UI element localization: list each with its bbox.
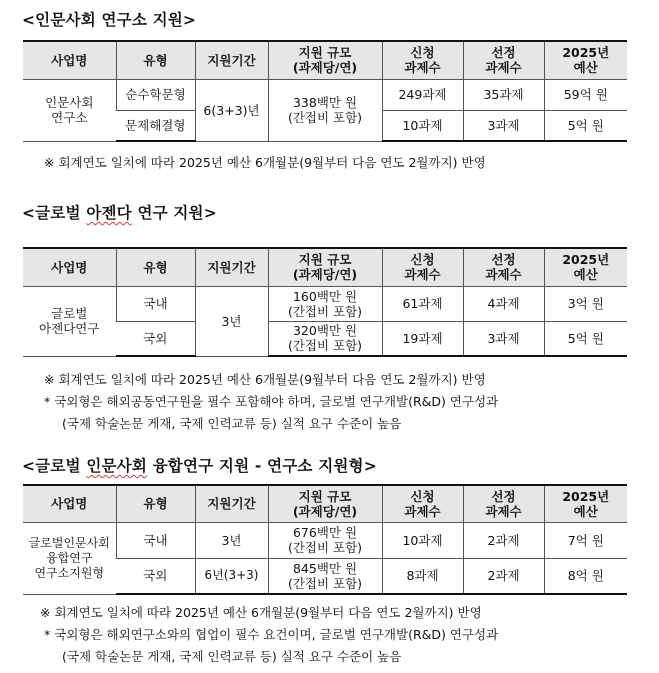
section2-star-line2: (국제 학술논문 게재, 국제 인력교류 등) 실적 요구 수준이 높음	[62, 416, 402, 431]
applied-cell: 61과제	[382, 286, 463, 321]
budget-cell: 8억 원	[544, 558, 627, 594]
budget-cell: 59억 원	[544, 79, 627, 110]
section1-title: <인문사회 연구소 지원>	[22, 11, 197, 29]
header-type: 유형	[116, 248, 195, 286]
type-cell: 국외	[116, 321, 195, 356]
header-program: 사업명	[23, 41, 116, 79]
header-type: 유형	[116, 41, 195, 79]
section2-title-prefix: <글로벌	[22, 204, 87, 222]
header-selected: 선정 과제수	[463, 248, 544, 286]
type-cell: 순수학문형	[116, 79, 195, 110]
header-budget: 2025년 예산	[544, 248, 627, 286]
section3-title	[22, 454, 377, 476]
section3-title-underlined: 인문사회	[86, 457, 148, 475]
scale-cell: 845백만 원 (간접비 포함)	[268, 558, 382, 594]
program-name: 글로벌인문사회 융합연구 연구소지원형	[23, 522, 116, 594]
header-budget: 2025년 예산	[544, 41, 627, 79]
selected-cell: 3과제	[463, 110, 544, 141]
type-cell: 국내	[116, 286, 195, 321]
header-period: 지원기간	[195, 41, 268, 79]
selected-cell: 3과제	[463, 321, 544, 356]
header-program: 사업명	[23, 248, 116, 286]
period-cell: 6(3+3)년	[195, 79, 268, 141]
applied-cell: 8과제	[382, 558, 463, 594]
budget-cell: 7억 원	[544, 522, 627, 558]
header-selected: 선정 과제수	[463, 41, 544, 79]
section2-title-suffix: 연구 지원>	[131, 204, 217, 222]
section2-table	[23, 247, 627, 357]
period-cell: 6년(3+3)	[195, 558, 268, 594]
applied-cell: 10과제	[382, 522, 463, 558]
selected-cell: 4과제	[463, 286, 544, 321]
header-program: 사업명	[23, 485, 116, 522]
header-scale: 지원 규모 (과제당/연)	[268, 248, 382, 286]
header-applied: 신청 과제수	[382, 485, 463, 522]
budget-cell: 5억 원	[544, 110, 627, 141]
applied-cell: 10과제	[382, 110, 463, 141]
program-name: 글로벌 아젠다연구	[23, 286, 116, 356]
section3-note: ※ 회계연도 일치에 따라 2025년 예산 6개월분(9월부터 다음 연도 2월까지) 반영	[40, 605, 482, 620]
section1-note: ※ 회계연도 일치에 따라 2025년 예산 6개월분(9월부터 다음 연도 2월까지) 반영	[44, 155, 486, 170]
scale-cell: 676백만 원 (간접비 포함)	[268, 522, 382, 558]
section2-star-line1: * 국외형은 해외공동연구원을 필수 포함해야 하며, 글로벌 연구개발(R&D) 연구성과	[44, 394, 499, 409]
header-period: 지원기간	[195, 248, 268, 286]
applied-cell: 249과제	[382, 79, 463, 110]
header-budget: 2025년 예산	[544, 485, 627, 522]
header-period: 지원기간	[195, 485, 268, 522]
scale-cell: 338백만 원 (간접비 포함)	[268, 79, 382, 141]
budget-cell: 3억 원	[544, 286, 627, 321]
section3-star-line2: (국제 학술논문 게재, 국제 인력교류 등) 실적 요구 수준이 높음	[62, 649, 402, 664]
budget-cell: 5억 원	[544, 321, 627, 356]
section3-star-line1: * 국외형은 해외연구소와의 협업이 필수 요건이며, 글로벌 연구개발(R&D) 연구성과	[44, 627, 499, 642]
section1-table	[23, 40, 627, 142]
header-applied: 신청 과제수	[382, 248, 463, 286]
section2-title-underlined: 아젠다	[86, 204, 132, 222]
type-cell: 국내	[116, 522, 195, 558]
type-cell: 국외	[116, 558, 195, 594]
section3-title-prefix: <글로벌	[22, 457, 87, 475]
section2-note: ※ 회계연도 일치에 따라 2025년 예산 6개월분(9월부터 다음 연도 2월까지) 반영	[44, 372, 486, 387]
header-scale: 지원 규모 (과제당/연)	[268, 41, 382, 79]
header-type: 유형	[116, 485, 195, 522]
selected-cell: 35과제	[463, 79, 544, 110]
header-selected: 선정 과제수	[463, 485, 544, 522]
period-cell: 3년	[195, 522, 268, 558]
program-name: 인문사회 연구소	[23, 79, 116, 141]
period-cell: 3년	[195, 286, 268, 356]
selected-cell: 2과제	[463, 522, 544, 558]
header-applied: 신청 과제수	[382, 41, 463, 79]
applied-cell: 19과제	[382, 321, 463, 356]
selected-cell: 2과제	[463, 558, 544, 594]
header-scale: 지원 규모 (과제당/연)	[268, 485, 382, 522]
scale-cell: 160백만 원 (간접비 포함)	[268, 286, 382, 321]
section2-title	[22, 201, 217, 223]
scale-cell: 320백만 원 (간접비 포함)	[268, 321, 382, 356]
section3-table	[23, 484, 627, 595]
section3-title-suffix: 융합연구 지원 - 연구소 지원형>	[147, 457, 377, 475]
type-cell: 문제해결형	[116, 110, 195, 141]
